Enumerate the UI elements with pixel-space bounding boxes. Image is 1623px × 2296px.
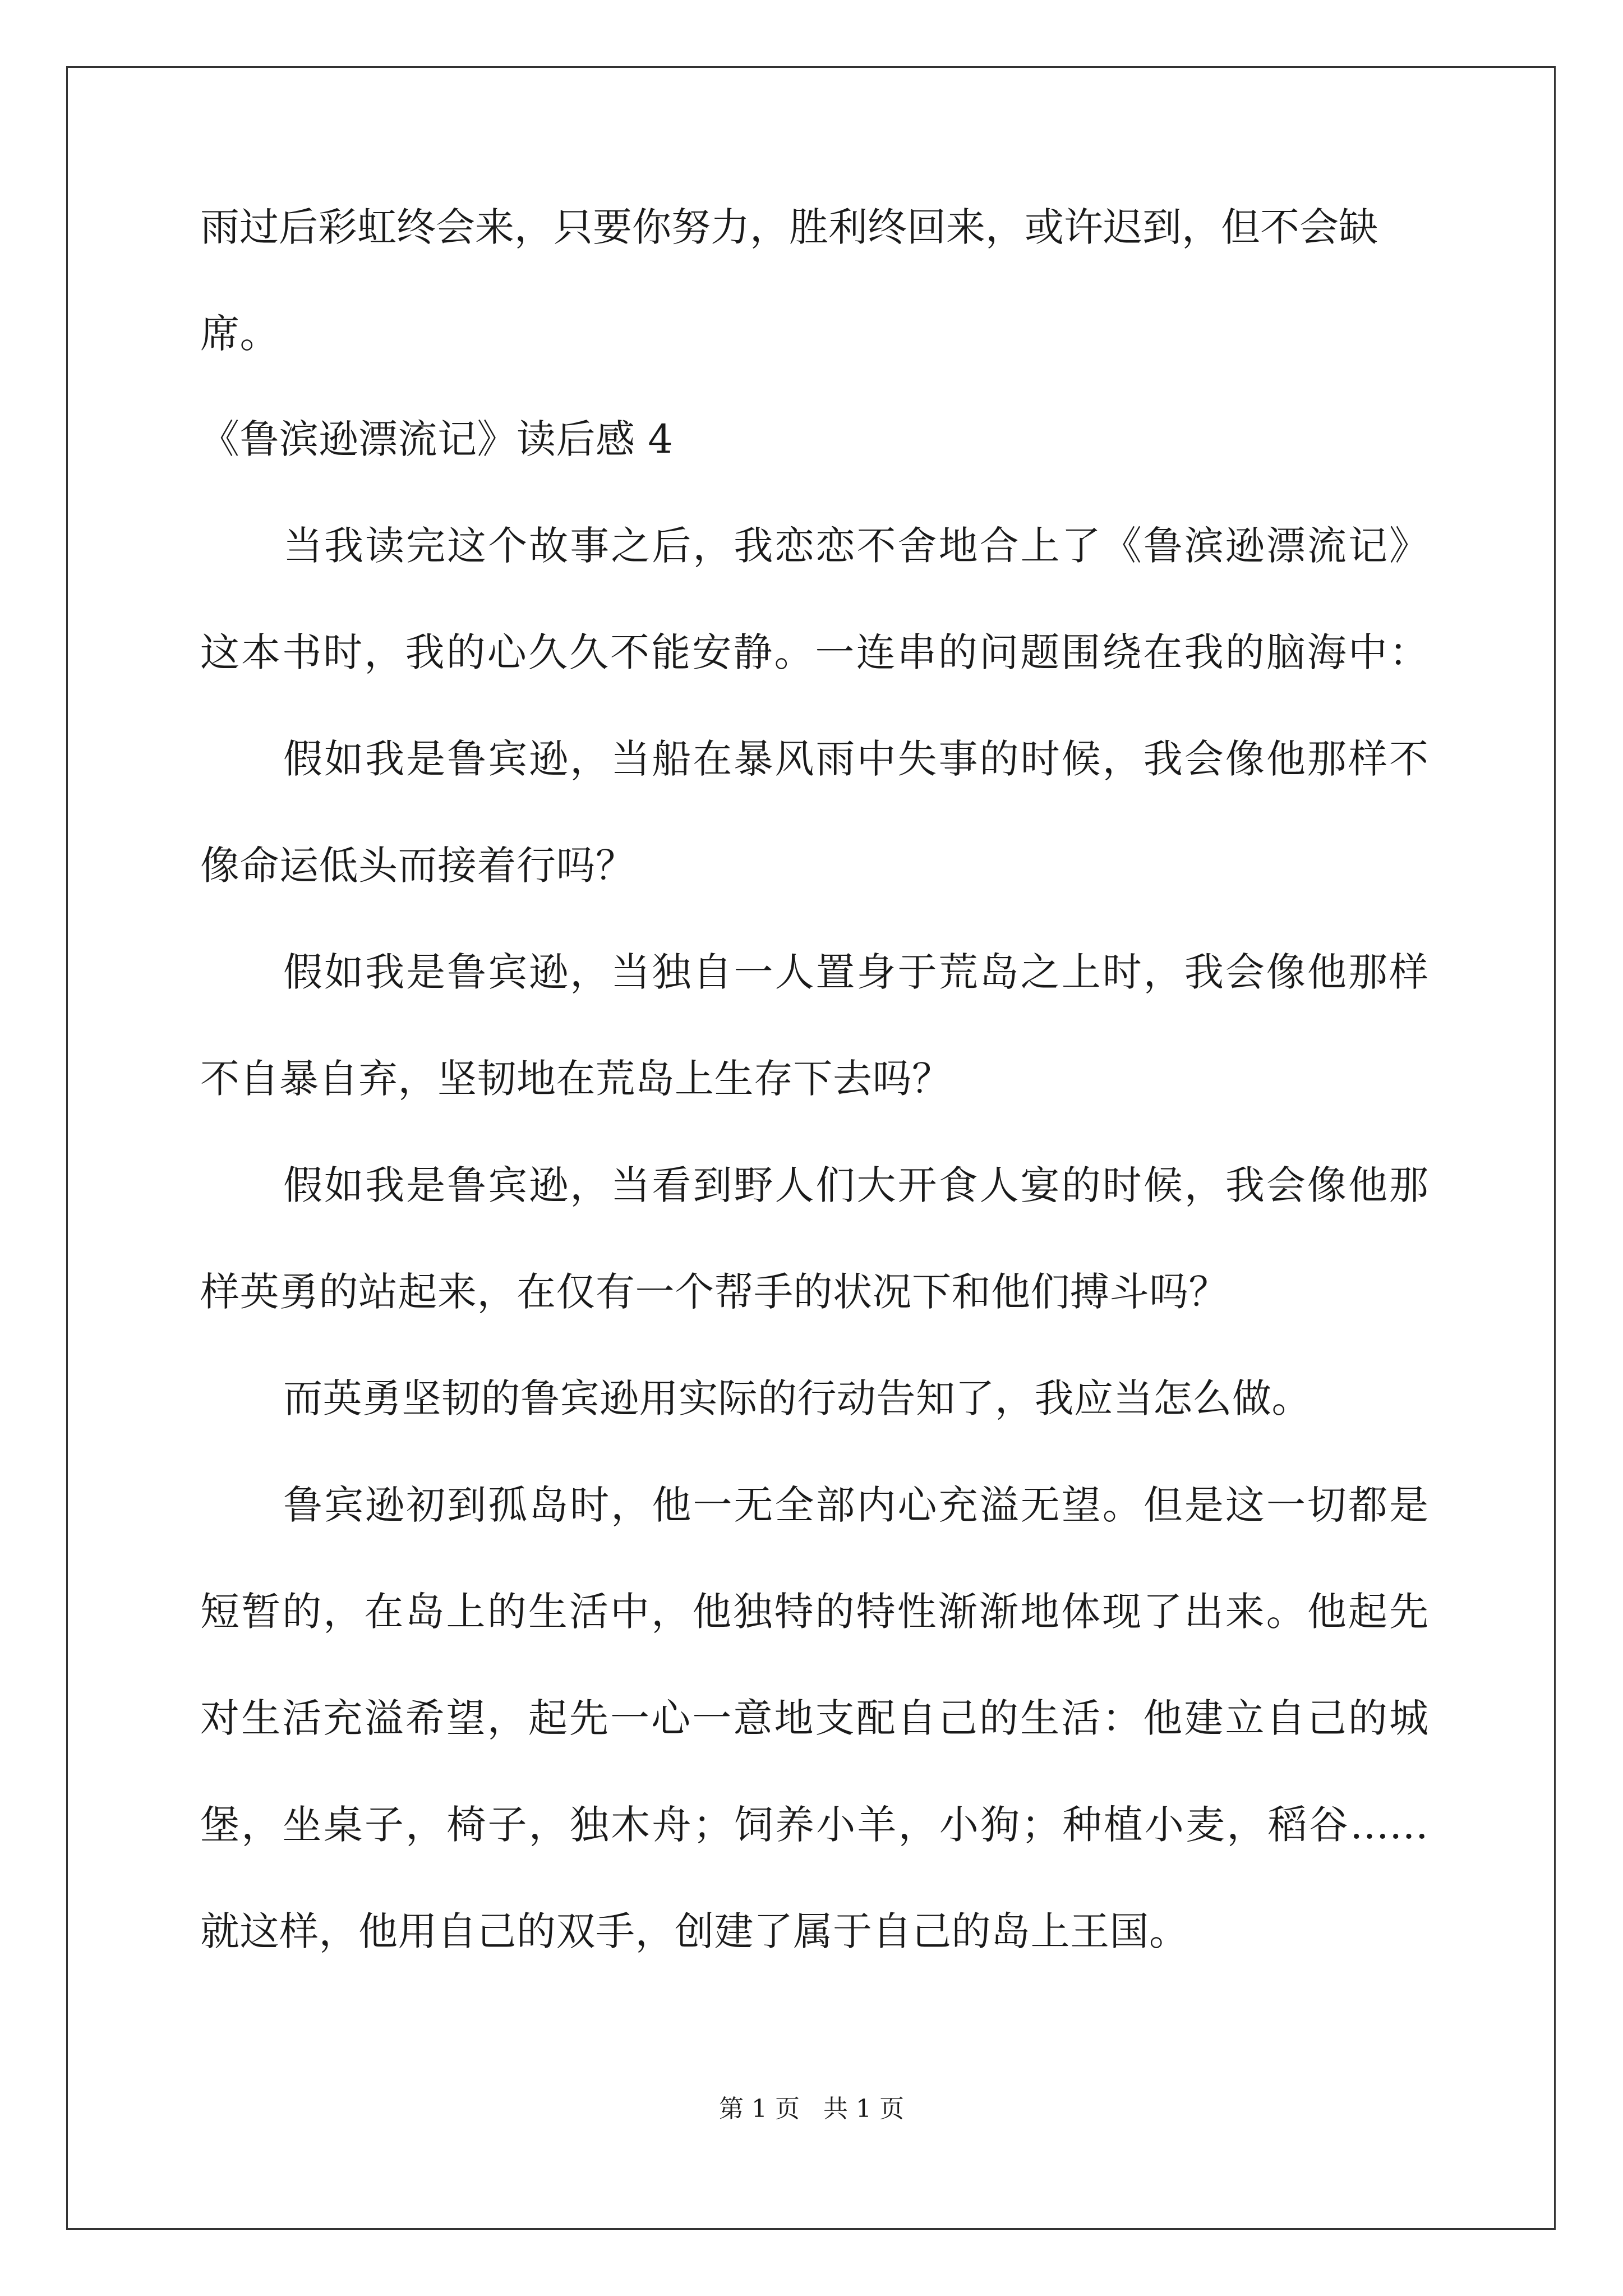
section-heading: 《鲁滨逊漂流记》读后感 4 [200,416,674,462]
text-line: 像命运低头而接着行吗？ [200,843,635,889]
text-line: 对生活充溢希望，起先一心一意地支配自己的生活：他建立自己的城 [200,1695,1428,1741]
text-line: 雨过后彩虹终会来，只要你努力，胜利终回来，或许迟到，但不会缺 [200,204,1378,250]
paragraph-first-line: 假如我是鲁宾逊，当看到野人们大开食人宴的时候，我会像他那 [283,1162,1428,1208]
text-line: 短暂的，在岛上的生活中，他独特的特性渐渐地体现了出来。他起先 [200,1589,1428,1635]
text-line: 样英勇的站起来，在仅有一个帮手的状况下和他们搏斗吗？ [200,1269,1228,1315]
paragraph-first-line: 假如我是鲁宾逊，当船在暴风雨中失事的时候，我会像他那样不 [283,736,1428,782]
page-total: 共 1 页 [823,2095,904,2123]
page-number: 第 1 页 [719,2095,800,2123]
paragraph-first-line: 而英勇坚韧的鲁宾逊用实际的行动告知了，我应当怎么做。 [283,1375,1311,1421]
text-line: 席。 [200,311,279,357]
paragraph-first-line: 鲁宾逊初到孤岛时，他一无全部内心充溢无望。但是这一切都是 [283,1482,1428,1528]
text-line: 这本书时，我的心久久不能安静。一连串的问题围绕在我的脑海中： [200,629,1428,675]
paragraph-first-line: 当我读完这个故事之后，我恋恋不舍地合上了《鲁滨逊漂流记》 [283,523,1428,569]
page-border [66,66,1556,2230]
text-line: 不自暴自弃，坚韧地在荒岛上生存下去吗？ [200,1056,952,1102]
paragraph-first-line: 假如我是鲁宾逊，当独自一人置身于荒岛之上时，我会像他那样 [283,949,1428,995]
page-footer [0,2097,1623,2122]
text-line: 堡，坐桌子，椅子，独木舟；饲养小羊，小狗；种植小麦，稻谷…… [200,1802,1428,1848]
text-line: 就这样，他用自己的双手，创建了属于自己的岛上王国。 [200,1908,1189,1954]
